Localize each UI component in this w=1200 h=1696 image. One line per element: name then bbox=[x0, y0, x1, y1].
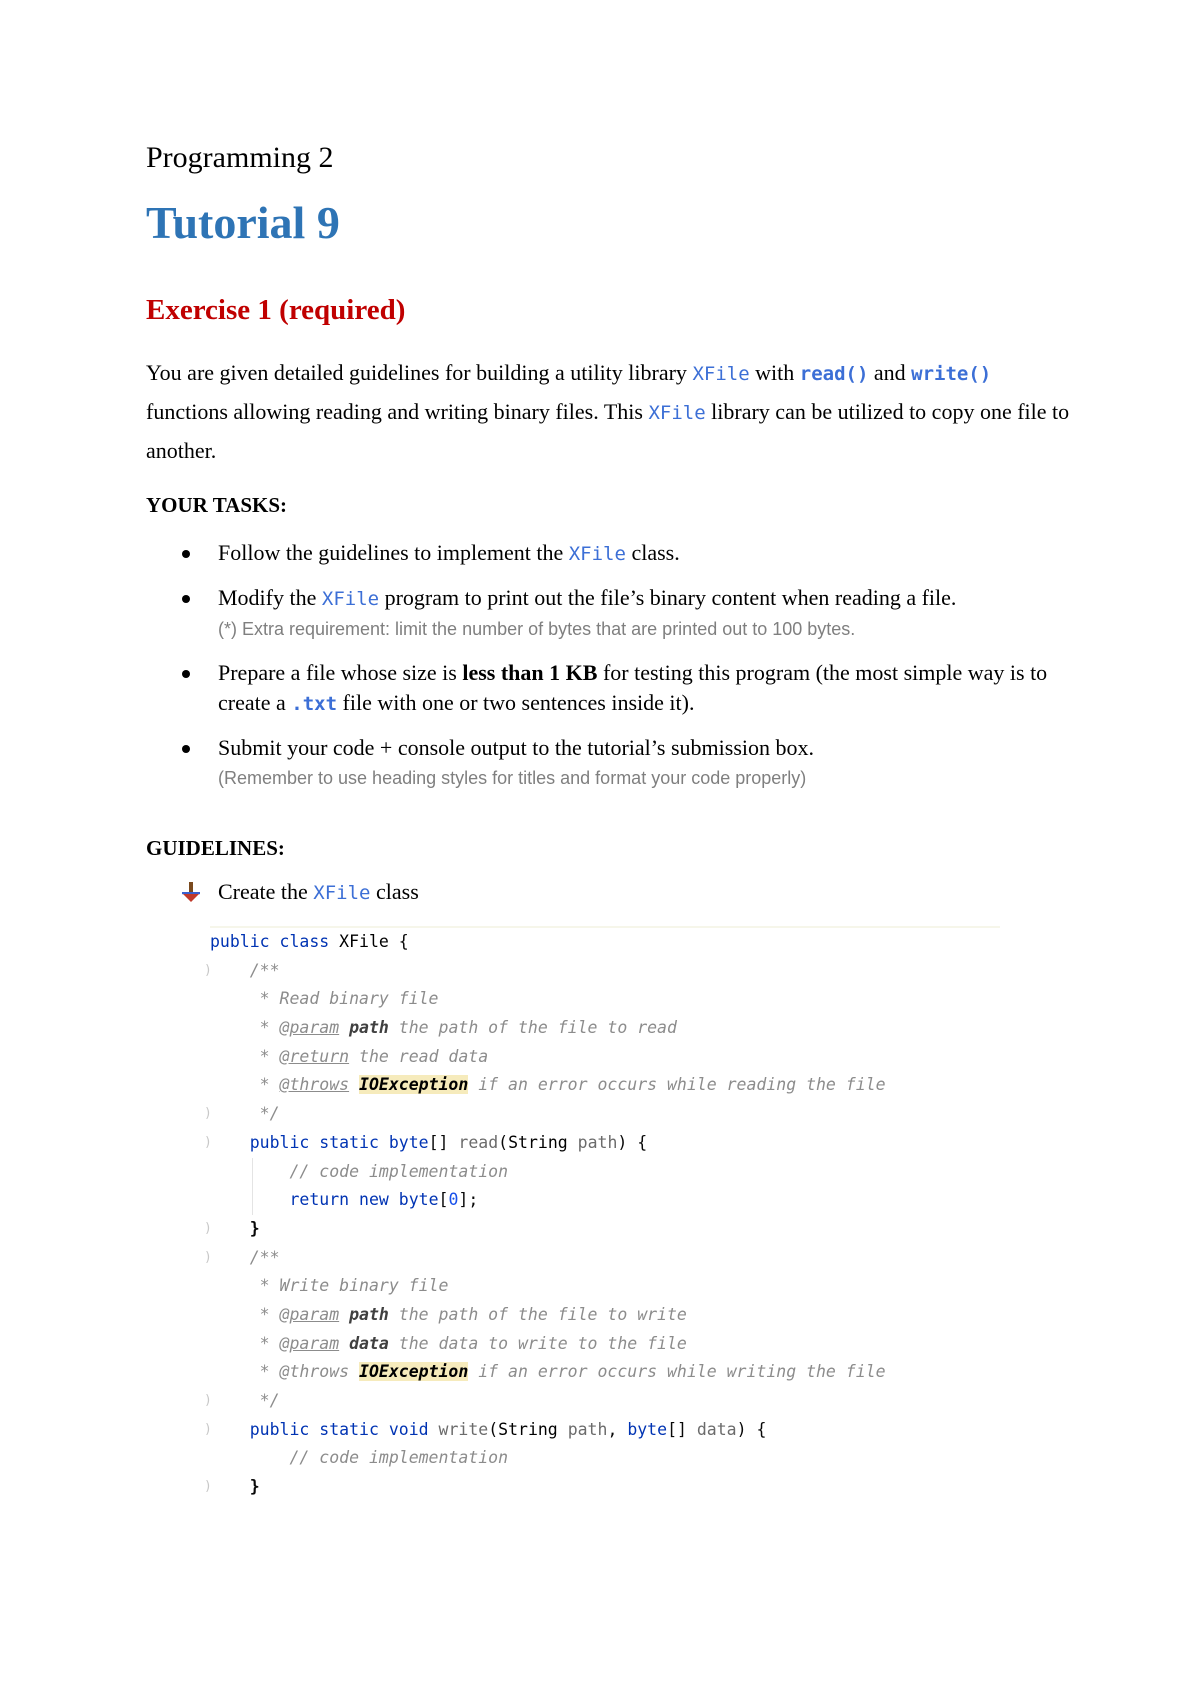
intro-paragraph bbox=[146, 354, 1076, 470]
code-line: ) public static void write(String path, byte[] data) { bbox=[204, 1419, 767, 1439]
task-text: file with one or two sentences inside it). bbox=[337, 690, 695, 715]
guideline-text: class bbox=[370, 879, 419, 904]
code-line: ) */ bbox=[204, 1391, 280, 1410]
guideline-item bbox=[146, 877, 1076, 908]
task-text: Submit your code + console output to the tutorial’s submission box. bbox=[218, 735, 814, 760]
guideline-text: Create the bbox=[218, 879, 314, 904]
list-item bbox=[146, 538, 1076, 569]
exercise-heading bbox=[146, 292, 1076, 328]
task-note: (Remember to use heading styles for titles and format your code properly) bbox=[218, 768, 807, 788]
code-line: ) } bbox=[204, 1218, 260, 1238]
task-text: for testing this program (the most simple way is to create a bbox=[218, 660, 1048, 715]
code-line: * Write binary file bbox=[259, 1276, 449, 1296]
code-line: * @param path the path of the file to read bbox=[259, 1018, 677, 1038]
bullet-icon bbox=[182, 745, 190, 753]
task-note: (*) Extra requirement: limit the number of bytes that are printed out to 100 bytes. bbox=[218, 619, 856, 639]
code-line: ) public static byte[] read(String path) { bbox=[204, 1132, 648, 1152]
code-line: // code implementation bbox=[289, 1448, 509, 1468]
task-text: Follow the guidelines to implement the bbox=[218, 540, 569, 565]
list-item bbox=[146, 658, 1076, 719]
code-line: ) /** bbox=[204, 1247, 280, 1267]
bullet-icon bbox=[182, 670, 190, 678]
code-line: ) /** bbox=[204, 960, 280, 980]
task-text: Prepare a file whose size is bbox=[218, 660, 463, 685]
write-code: write() bbox=[911, 363, 992, 385]
xfile-code: XFile bbox=[692, 363, 750, 385]
read-code: read() bbox=[799, 363, 869, 385]
list-item bbox=[146, 733, 1076, 793]
document-content bbox=[146, 140, 1076, 1502]
task-text: Modify the bbox=[218, 585, 322, 610]
intro-text-2: with bbox=[749, 360, 800, 385]
xfile-code: XFile bbox=[648, 402, 706, 424]
tasks-heading: YOUR TASKS: bbox=[146, 493, 288, 517]
course-name: Programming 2 bbox=[146, 141, 334, 174]
list-item bbox=[146, 583, 1076, 644]
exercise-label: Exercise 1 bbox=[146, 294, 272, 326]
code-line: * Read binary file bbox=[259, 989, 439, 1009]
code-line: // code implementation bbox=[210, 1158, 1000, 1187]
bullet-icon bbox=[182, 595, 190, 603]
intro-text-3: and bbox=[868, 360, 912, 385]
arrow-down-icon bbox=[180, 881, 202, 903]
task-text: class. bbox=[625, 540, 680, 565]
code-line: * @throws IOException if an error occurs while writing the file bbox=[259, 1362, 886, 1382]
bullet-icon bbox=[182, 550, 190, 558]
page-title: Tutorial 9 bbox=[146, 197, 340, 248]
tasks-list bbox=[146, 538, 1076, 793]
code-line: * @return the read data bbox=[259, 1046, 489, 1066]
code-line: * @throws IOException if an error occurs while reading the file bbox=[259, 1075, 886, 1095]
xfile-code: XFile bbox=[321, 588, 380, 610]
code-line: * @param path the path of the file to write bbox=[259, 1304, 687, 1324]
code-line: return new byte[0]; bbox=[210, 1186, 1000, 1215]
task-text: program to print out the file’s binary content when reading a file. bbox=[379, 585, 957, 610]
txt-code: .txt bbox=[291, 693, 338, 715]
xfile-code: XFile bbox=[568, 543, 626, 565]
task-bold-text: less than 1 KB bbox=[462, 660, 598, 685]
intro-text-5: library can be utilized to copy one file to another. bbox=[146, 399, 1070, 463]
xfile-code: XFile bbox=[313, 882, 371, 904]
intro-text-4: functions allowing reading and writing binary files. This bbox=[146, 399, 649, 424]
guidelines-heading: GUIDELINES: bbox=[146, 836, 285, 860]
code-line: * @param data the data to write to the file bbox=[259, 1333, 687, 1353]
code-line: ) } bbox=[204, 1477, 260, 1497]
code-line: ) */ bbox=[204, 1104, 280, 1124]
exercise-requirement: (required) bbox=[279, 294, 406, 326]
code-block bbox=[204, 926, 1000, 1502]
code-line: public class XFile { bbox=[210, 932, 409, 951]
intro-text-1: You are given detailed guidelines for building a utility library bbox=[146, 360, 693, 385]
